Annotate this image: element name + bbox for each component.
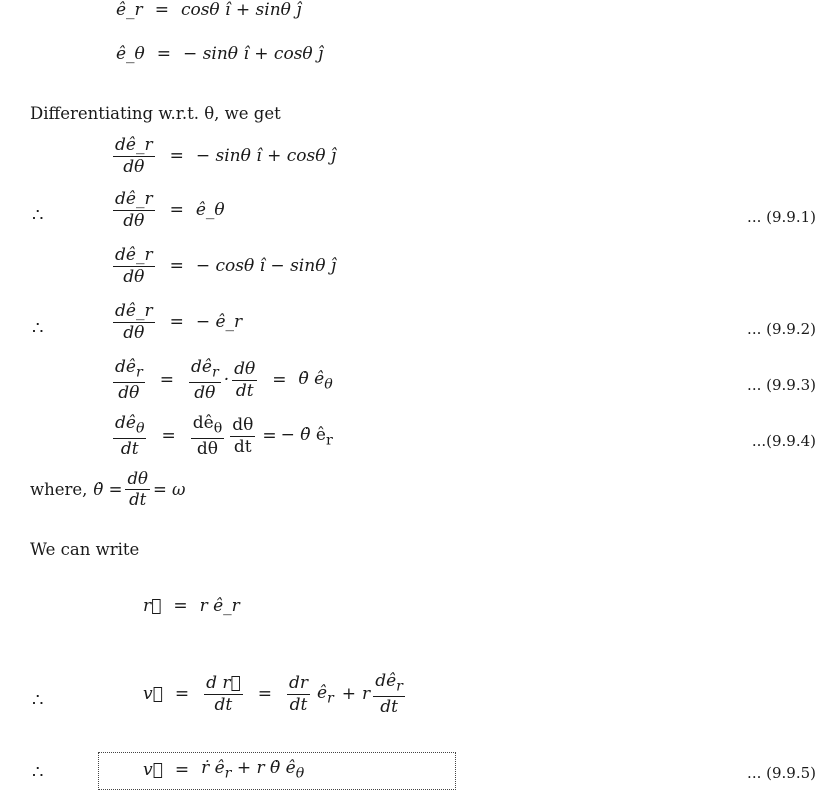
equation-velocity-derivation: v⃗ = $\frac{\text{d r⃗}}{dt}$ = $\frac{dr}{dt}$ $ê_r$ + r $\frac{dê_r}{dt}$ <box>143 671 403 717</box>
eq-lhs: ê_θ <box>116 44 145 64</box>
fraction: $\frac{dê\_r}{d\theta}$ <box>115 301 153 343</box>
eq-rhs: − sinθ î + cosθ ĵ <box>195 146 337 167</box>
fraction: $\frac{d\theta}{dt}$ <box>127 469 148 510</box>
eq-lhs: r⃗ <box>143 596 162 616</box>
fraction: $\frac{dê_r}{dt}$ <box>375 671 403 717</box>
therefore-symbol: ∴ <box>32 762 44 783</box>
fraction: $\frac{dê\_r}{d\theta}$ <box>115 135 153 177</box>
fraction: $\frac{dê\_r}{d\theta}$ <box>115 245 153 287</box>
fraction: $\frac{dê\_r}{d\theta}$ <box>115 189 153 231</box>
fraction: $\frac{\text{d r⃗}}{dt}$ <box>206 673 241 715</box>
equation-9-9-1: $\frac{dê\_r}{d\theta}$ = ê_θ <box>115 189 225 231</box>
fraction: $\frac{dê_\theta}{dt}$ <box>115 413 145 459</box>
fraction: $\frac{dr}{dt}$ <box>288 673 308 715</box>
fraction: $\frac{dê_r}{d\theta}$ <box>115 357 143 403</box>
equation-number: ... (9.9.2) <box>747 320 816 338</box>
differentiating-text: Differentiating w.r.t. θ, we get <box>30 104 281 123</box>
fraction: $\frac{dê_r}{d\theta}$ <box>190 357 219 403</box>
fraction: $\frac{dê_\theta}{d\theta}$ <box>192 413 223 459</box>
equation-position: r⃗ = r ê_r <box>143 596 240 616</box>
equation-number: ... (9.9.3) <box>747 376 816 394</box>
equation-er: ê_r = cosθ î + sinθ ĵ <box>116 0 302 20</box>
equation-9-9-5: v⃗ = ṙ $ê_r + r$ θ̇ $ê_\theta$ <box>143 758 305 782</box>
equation-9-9-3: $\frac{dê_r}{d\theta}$ = $\frac{dê_r}{d\theta}$ · $\frac{d\theta}{dt}$ = θ̇ $ê_\theta$ <box>115 357 333 403</box>
equation-9-9-2: $\frac{dê\_r}{d\theta}$ = − ê_r <box>115 301 243 343</box>
fraction: $\frac{d\theta}{dt}$ <box>232 415 254 457</box>
eq-rhs: − cosθ î − sinθ ĵ <box>195 256 337 277</box>
eq-rhs: ê_θ <box>195 200 225 221</box>
equation-etheta: ê_θ = − sinθ î + cosθ ĵ <box>116 44 324 64</box>
fraction: $\frac{d\theta}{dt}$ <box>234 359 256 401</box>
eq-rhs: cosθ î + sinθ ĵ <box>180 0 302 20</box>
equation-number: ...(9.9.4) <box>751 432 816 450</box>
therefore-symbol: ∴ <box>32 205 44 226</box>
equation-derivative-1: $\frac{dê\_r}{d\theta}$ = − sinθ î + cosθ ĵ <box>115 135 337 177</box>
equation-9-9-4: $\frac{dê_\theta}{dt}$ = $\frac{dê_\theta}{d\theta}$ $\frac{d\theta}{dt}$ = − θ̇ $ê_r$ <box>115 413 333 459</box>
therefore-symbol: ∴ <box>32 690 44 711</box>
eq-rhs: r ê_r <box>199 596 240 616</box>
eq-rhs: − ê_r <box>195 312 243 333</box>
we-can-write-text: We can write <box>30 540 140 559</box>
where-line: where, θ̇ = $\frac{d\theta}{dt}$ = ω <box>30 469 186 510</box>
equation-derivative-2: $\frac{dê\_r}{d\theta}$ = − cosθ î − sinθ ĵ <box>115 245 337 287</box>
eq-lhs: ê_r <box>116 0 143 20</box>
eq-rhs: − sinθ î + cosθ ĵ <box>183 44 324 64</box>
therefore-symbol: ∴ <box>32 318 44 339</box>
equation-number: ... (9.9.1) <box>747 208 816 226</box>
where-text: where, <box>30 480 88 500</box>
equation-number: ... (9.9.5) <box>747 764 816 782</box>
